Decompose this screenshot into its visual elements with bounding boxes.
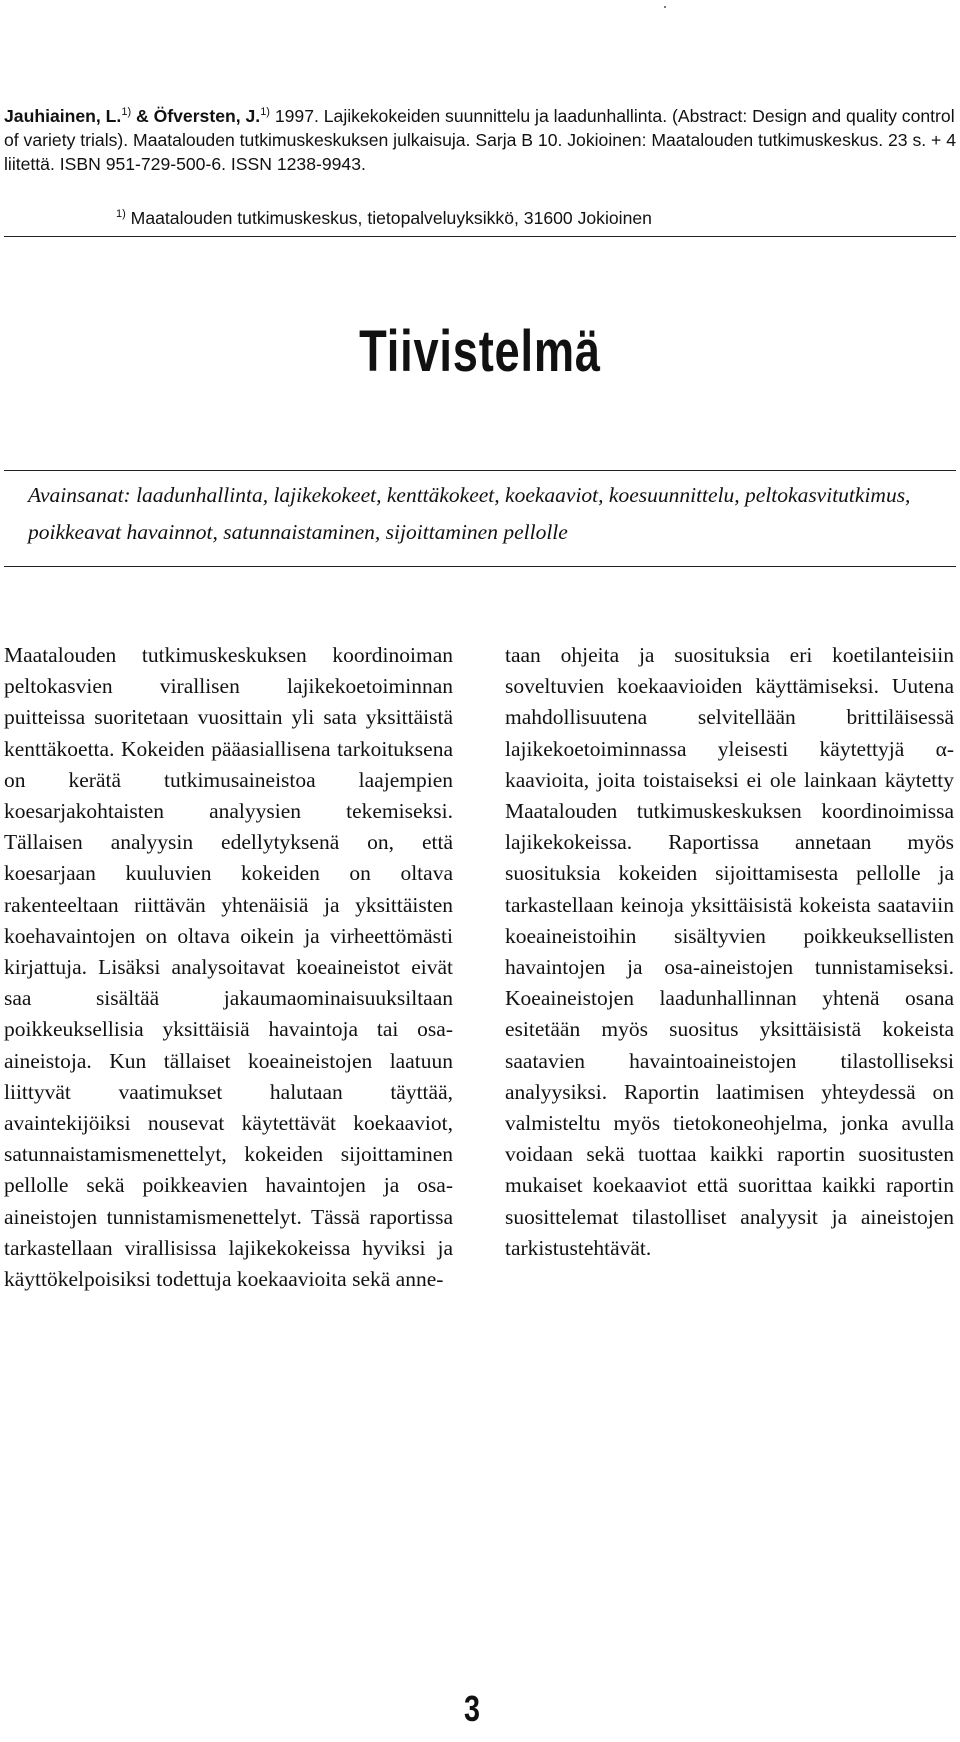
abstract-left-column: Maatalouden tutkimuskeskuksen koordinoiman peltokasvien virallisen lajikekoetoiminnan puitteissa suoritetaan vuosittain yli sata yksittäistä kenttäkoetta. Kokeiden pääasiallisena tarkoituksena on kerätä tutkimusaineistoa laajempien koesarjakohtaisten analyysien tekemiseksi. Tällaisen analyysin edellytyksenä on, että koesarjaan kuuluvien kokeiden on oltava rakenteeltaan riittävän yhtenäisiä ja yksittäisten koehavaintojen on oltava oikein ja virheettömästi kirjattuja. Lisäksi analysoitavat koeaineistot eivät saa sisältää jakaumaominaisuuksiltaan poikkeuksellisia yksittäisiä havaintoja tai osa-aineistoja. Kun tällaiset koeaineistojen laatuun liittyvät vaatimukset halutaan täyttää, avaintekijöiksi nousevat käytettävät koekaaviot, satunnaistamismenettelyt, kokeiden sijoittaminen pellolle sekä poikkeavien havaintojen ja osa-aineistojen tunnistamismenettelyt. Tässä raportissa tarkastellaan virallisissa lajikekokeissa hyviksi ja käyttökelpoisiksi todettuja koekaavioita sekä anne- — [4, 643, 453, 1292]
abstract-right-column: taan ohjeita ja suosituksia eri koetilanteisiin soveltuvien koekaavioiden käyttämiseksi. Uutena mahdollisuutena selvitellään brittiläisessä lajikekoetoiminnassa yleisesti käytettyjä α-kaavioita, joita toistaiseksi ei ole lainkaan käytetty Maatalouden tutkimuskeskuksen koordinoimissa lajikekokeissa. Raportissa annetaan myös suosituksia kokeiden sijoittamisesta pellolle ja tarkastellaan keinoja yksittäisistä kokeista saataviin koeaineistoihin sisältyvien poikkeuksellisten havaintojen ja osa-aineistojen tunnistamiseksi. Koeaineistojen laadunhallinnan yhtenä osana esitetään myös suositus yksittäisistä kokeista saatavien havaintoaineistojen tilastolliseksi analyysiksi. Raportin laatimisen yhteydessä on valmisteltu myös tietokoneohjelma, jonka avulla voidaan sekä tuottaa kaikki raportin suositusten mukaiset koekaaviot että suorittaa kaikki raportin suosittelemat tilastolliset analyysit ja aineistojen tarkistustehtävät. — [505, 643, 954, 1260]
citation-sup-2: 1) — [260, 106, 270, 118]
affiliation-text: Maatalouden tutkimuskeskus, tietopalveluyksikkö, 31600 Jokioinen — [125, 208, 652, 228]
page-title: Tiivistelmä — [359, 319, 601, 384]
keywords-top-rule — [4, 470, 956, 471]
citation — [4, 104, 956, 176]
citation-author-1: Jauhiainen, L. — [4, 106, 122, 126]
affiliation — [116, 208, 652, 229]
citation-text: 1997. Lajikekokeiden suunnittelu ja laadunhallinta. (Abstract: Design and quality control of variety trials). Maatalouden tutkimuskeskuksen julkaisuja. Sarja B 10. Jokioinen: Maatalouden tutkimuskeskus. 23 s. + 4 liitettä. ISBN 951-729-500-6. ISSN 1238-9943. — [4, 106, 957, 174]
keywords-bottom-rule — [4, 566, 956, 567]
top-rule — [4, 236, 956, 237]
citation-author-2: & Öfversten, J. — [131, 106, 261, 126]
keywords: Avainsanat: laadunhallinta, lajikekokeet, kenttäkokeet, koekaaviot, koesuunnittelu, peltokasvitutkimus, poikkeavat havainnot, satunnaistaminen, sijoittaminen pellolle — [28, 483, 911, 544]
affiliation-sup: 1) — [116, 208, 126, 220]
page-number: 3 — [464, 1688, 481, 1729]
scan-speck — [664, 6, 666, 8]
citation-sup-1: 1) — [121, 106, 132, 118]
